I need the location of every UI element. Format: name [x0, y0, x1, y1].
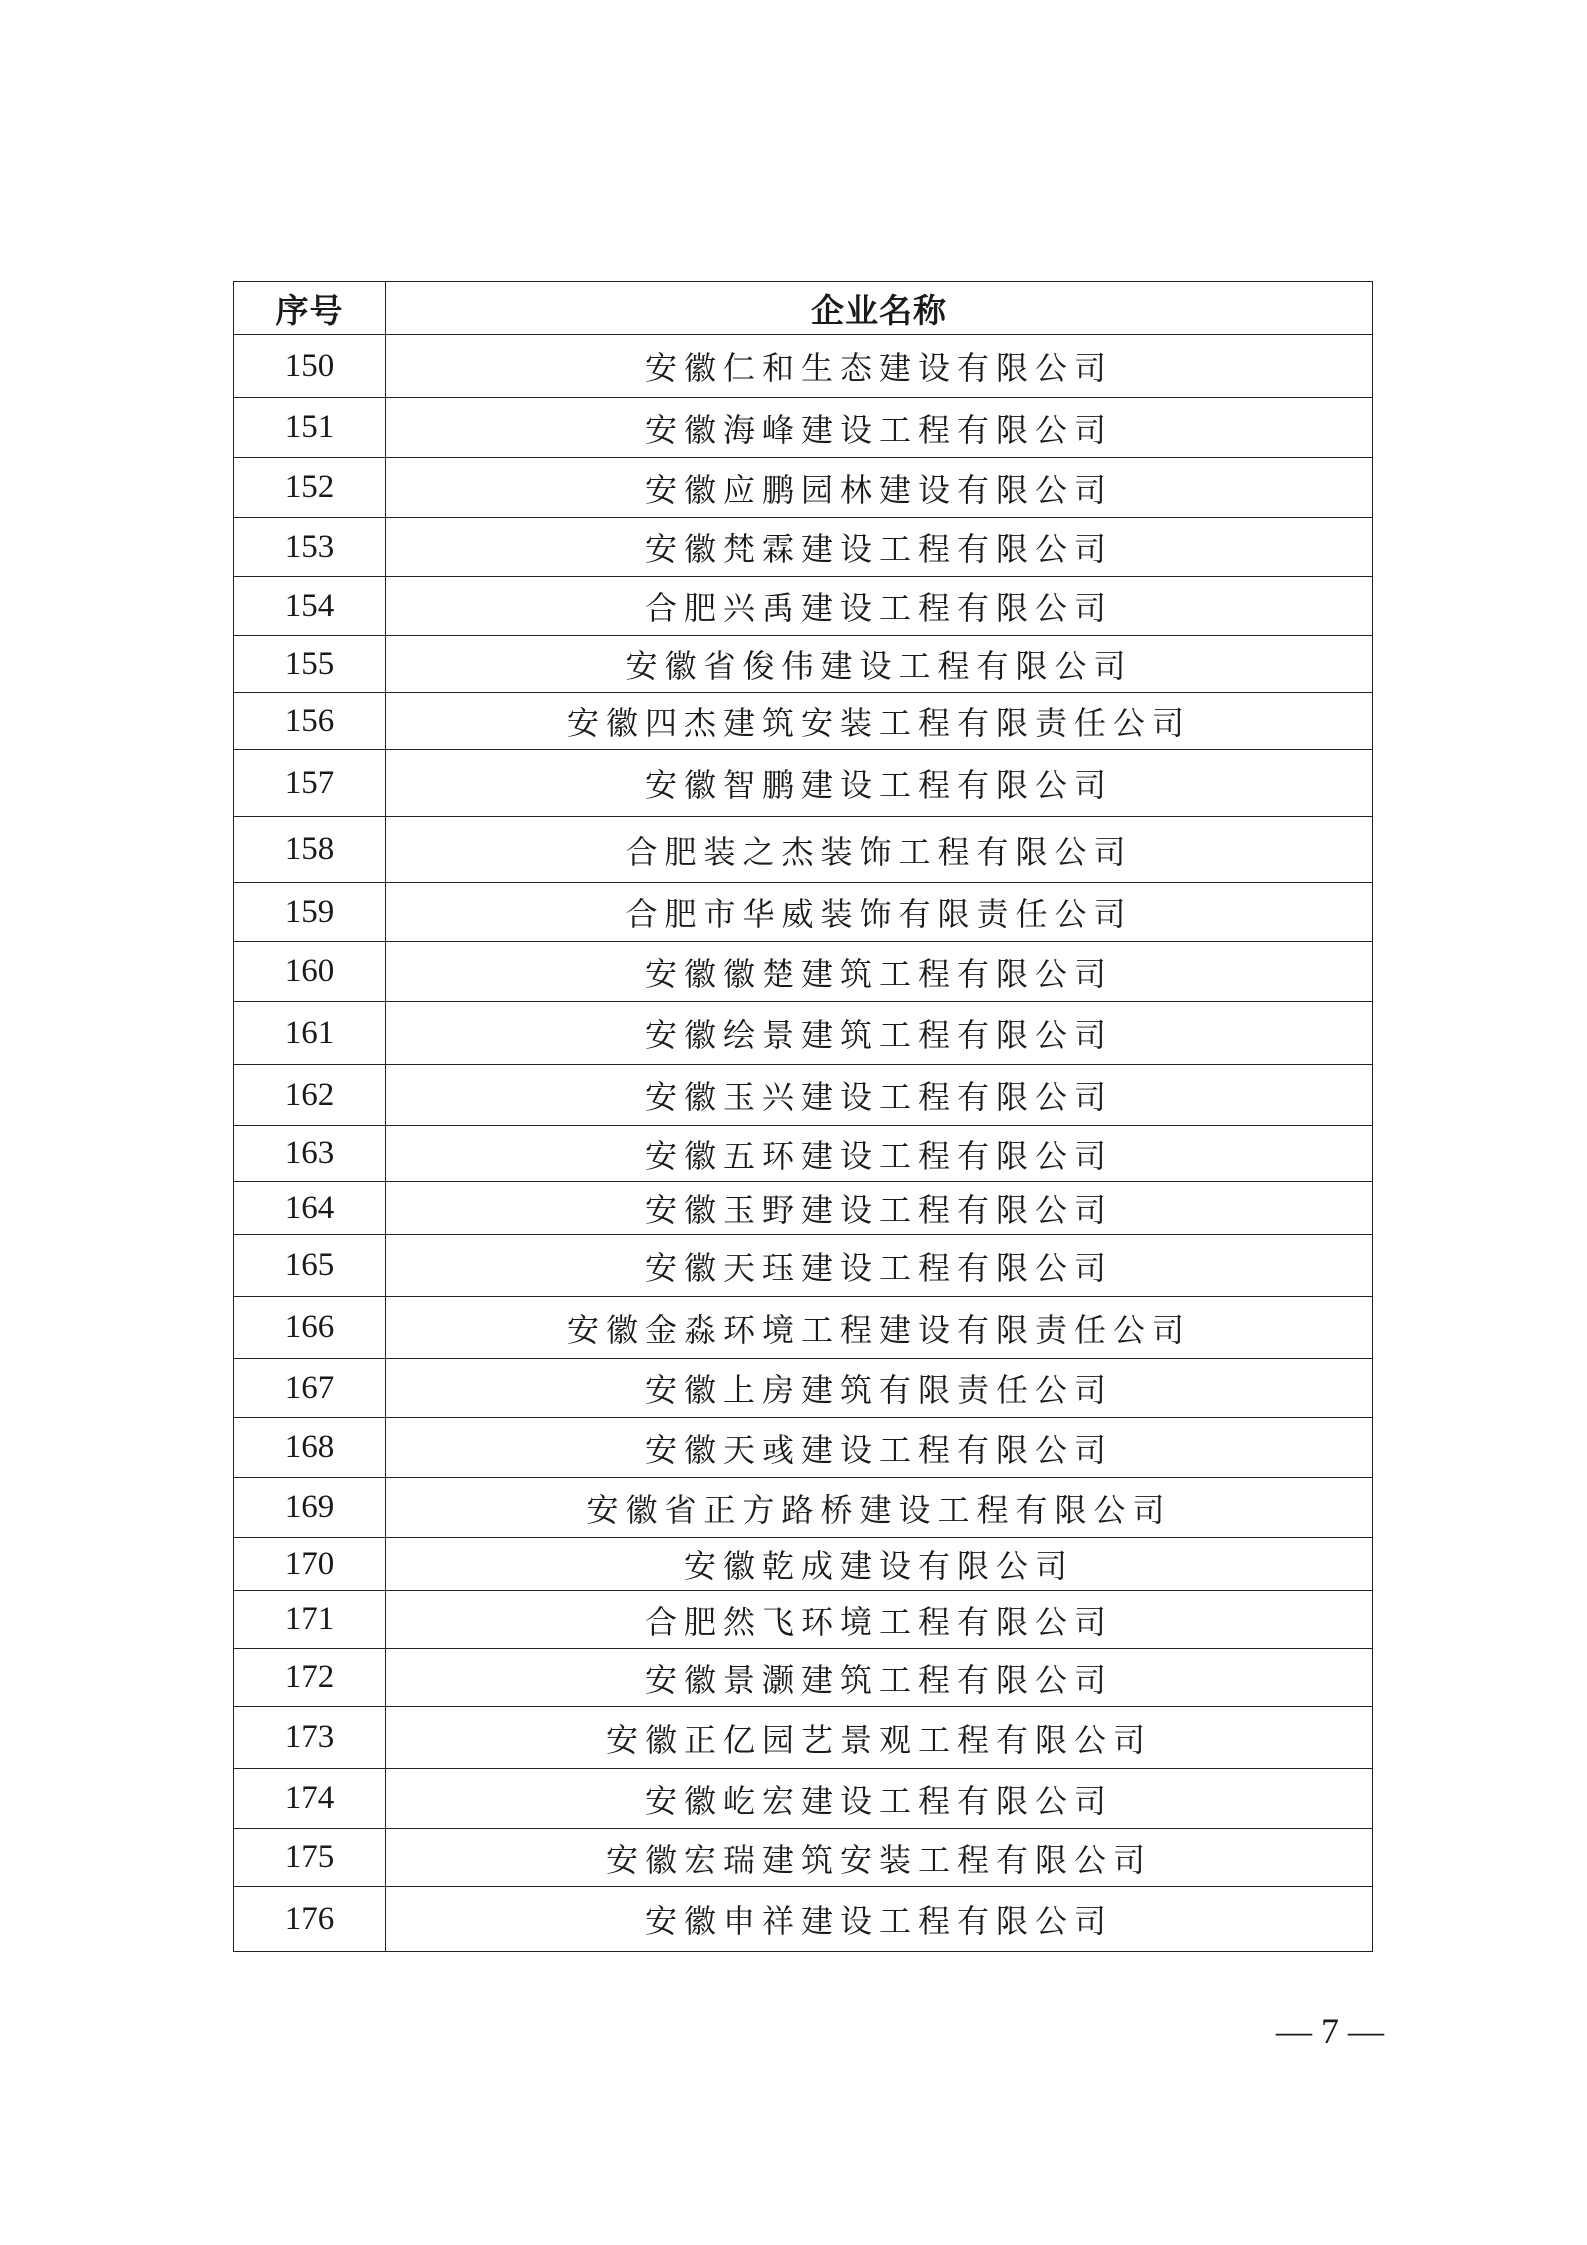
serial-number-cell: 174 [234, 1769, 386, 1829]
serial-number-cell: 150 [234, 335, 386, 398]
table-row [234, 1065, 1373, 1126]
table-row [234, 398, 1373, 458]
company-name-cell: 合肥兴禹建设工程有限公司 [386, 577, 1373, 636]
serial-number-cell: 153 [234, 518, 386, 577]
company-name-cell: 安徽天珏建设工程有限公司 [386, 1235, 1373, 1297]
company-name-cell: 安徽景灏建筑工程有限公司 [386, 1649, 1373, 1707]
serial-number-cell: 172 [234, 1649, 386, 1707]
header-serial-number: 序号 [234, 282, 386, 335]
table-row [234, 1297, 1373, 1359]
page-number: — 7 — [1276, 2011, 1384, 2051]
company-name-cell: 合肥装之杰装饰工程有限公司 [386, 817, 1373, 883]
company-name-cell: 安徽申祥建设工程有限公司 [386, 1887, 1373, 1952]
serial-number-cell: 154 [234, 577, 386, 636]
table-row [234, 577, 1373, 636]
table-row [234, 1538, 1373, 1591]
serial-number-cell: 166 [234, 1297, 386, 1359]
company-table [233, 281, 1373, 1952]
company-name-cell: 安徽智鹏建设工程有限公司 [386, 750, 1373, 817]
company-name-cell: 安徽金淼环境工程建设有限责任公司 [386, 1297, 1373, 1359]
table-row [234, 1182, 1373, 1235]
company-name-cell: 安徽徽楚建筑工程有限公司 [386, 942, 1373, 1002]
table-row [234, 1002, 1373, 1065]
table-row [234, 942, 1373, 1002]
serial-number-cell: 176 [234, 1887, 386, 1952]
table-body [234, 335, 1373, 1952]
table-row [234, 750, 1373, 817]
serial-number-cell: 162 [234, 1065, 386, 1126]
company-name-cell: 安徽四杰建筑安装工程有限责任公司 [386, 693, 1373, 750]
company-name-cell: 安徽屹宏建设工程有限公司 [386, 1769, 1373, 1829]
table-row [234, 1707, 1373, 1769]
table-row [234, 1478, 1373, 1538]
serial-number-cell: 152 [234, 458, 386, 518]
table-row [234, 693, 1373, 750]
company-name-cell: 安徽上房建筑有限责任公司 [386, 1359, 1373, 1418]
serial-number-cell: 171 [234, 1591, 386, 1649]
serial-number-cell: 161 [234, 1002, 386, 1065]
table-row [234, 1126, 1373, 1182]
company-name-cell: 安徽省俊伟建设工程有限公司 [386, 636, 1373, 693]
company-name-cell: 安徽绘景建筑工程有限公司 [386, 1002, 1373, 1065]
serial-number-cell: 173 [234, 1707, 386, 1769]
table-row [234, 817, 1373, 883]
table-row [234, 883, 1373, 942]
table-row [234, 1418, 1373, 1478]
serial-number-cell: 175 [234, 1829, 386, 1887]
company-name-cell: 安徽乾成建设有限公司 [386, 1538, 1373, 1591]
serial-number-cell: 165 [234, 1235, 386, 1297]
serial-number-cell: 167 [234, 1359, 386, 1418]
serial-number-cell: 170 [234, 1538, 386, 1591]
serial-number-cell: 158 [234, 817, 386, 883]
serial-number-cell: 157 [234, 750, 386, 817]
company-name-cell: 合肥然飞环境工程有限公司 [386, 1591, 1373, 1649]
table-row [234, 1829, 1373, 1887]
header-company-name: 企业名称 [386, 282, 1373, 335]
serial-number-cell: 159 [234, 883, 386, 942]
company-name-cell: 安徽玉兴建设工程有限公司 [386, 1065, 1373, 1126]
company-name-cell: 安徽海峰建设工程有限公司 [386, 398, 1373, 458]
serial-number-cell: 168 [234, 1418, 386, 1478]
company-name-cell: 合肥市华威装饰有限责任公司 [386, 883, 1373, 942]
company-name-cell: 安徽玉野建设工程有限公司 [386, 1182, 1373, 1235]
company-name-cell: 安徽宏瑞建筑安装工程有限公司 [386, 1829, 1373, 1887]
table-row [234, 335, 1373, 398]
serial-number-cell: 156 [234, 693, 386, 750]
table-row [234, 1359, 1373, 1418]
table-row [234, 1769, 1373, 1829]
serial-number-cell: 164 [234, 1182, 386, 1235]
company-name-cell: 安徽应鹏园林建设有限公司 [386, 458, 1373, 518]
serial-number-cell: 151 [234, 398, 386, 458]
serial-number-cell: 155 [234, 636, 386, 693]
company-name-cell: 安徽仁和生态建设有限公司 [386, 335, 1373, 398]
company-name-cell: 安徽梵霖建设工程有限公司 [386, 518, 1373, 577]
table-header-row [234, 282, 1373, 335]
company-name-cell: 安徽天彧建设工程有限公司 [386, 1418, 1373, 1478]
company-name-cell: 安徽省正方路桥建设工程有限公司 [386, 1478, 1373, 1538]
table-row [234, 1235, 1373, 1297]
table-row [234, 1649, 1373, 1707]
company-name-cell: 安徽五环建设工程有限公司 [386, 1126, 1373, 1182]
company-name-cell: 安徽正亿园艺景观工程有限公司 [386, 1707, 1373, 1769]
table-row [234, 1591, 1373, 1649]
table-row [234, 1887, 1373, 1952]
table-row [234, 636, 1373, 693]
serial-number-cell: 163 [234, 1126, 386, 1182]
table-row [234, 458, 1373, 518]
serial-number-cell: 169 [234, 1478, 386, 1538]
table-row [234, 518, 1373, 577]
serial-number-cell: 160 [234, 942, 386, 1002]
company-list-sheet [233, 281, 1372, 1952]
